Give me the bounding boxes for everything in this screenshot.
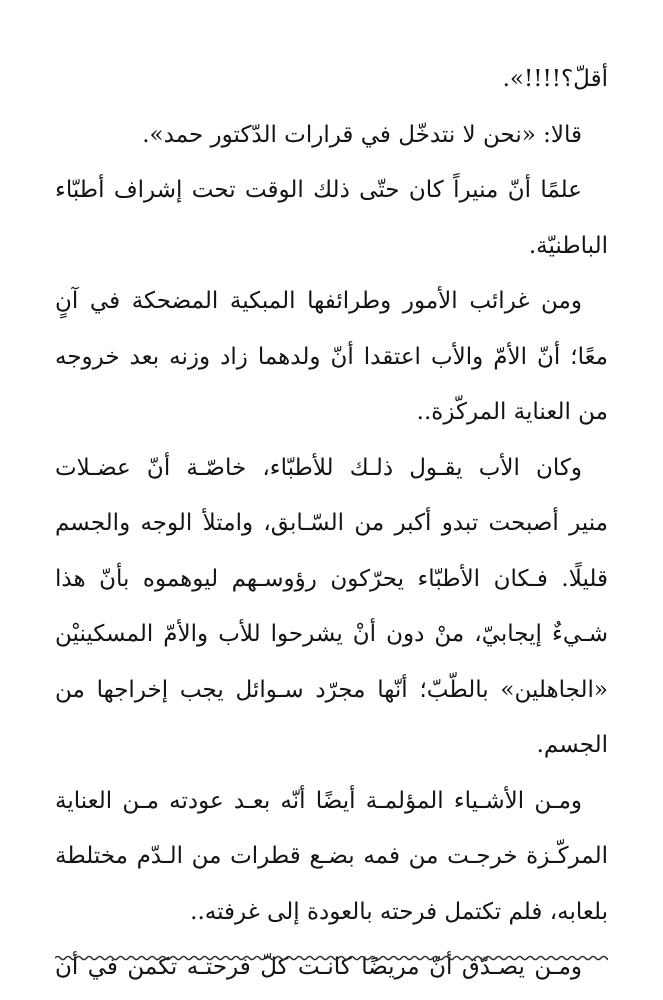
text-line: من العناية المركّزة.. — [416, 399, 608, 425]
text-line: علمًا أنّ منيراً كان حتّى ذلك الوقت تحت إشراف أطبّاء — [55, 177, 582, 203]
text-line: ومـن يصـدّق أنّ مريضًا كانـت كلّ فرحتـه تكمن في أن — [55, 954, 582, 980]
text-line: ومن غرائب الأمور وطرائفها المبكية المضحكة في آنٍ — [55, 288, 582, 314]
book-page-text — [55, 52, 608, 996]
text-line: ومـن الأشـياء المؤلمـة أيضًا أنّه بعـد عودته مـن العناية — [55, 787, 582, 814]
text-line: «الجاهلين» بالطّبّ؛ أنّها مجرّد سـوائل يجب إخراجها من — [55, 676, 608, 703]
text-line: الباطنيّة. — [528, 232, 608, 259]
text-line: قالا: «نحن لا نتدخّل في قرارات الدّكتور حمد». — [142, 121, 582, 148]
wavy-divider — [55, 950, 608, 966]
text-line: بلعابه، فلم تكتمل فرحته بالعودة إلى غرفته.. — [190, 898, 608, 925]
text-line: منير أصبحت تبدو أكبر من السّـابق، وامتلأ الوجه والجسم — [55, 510, 608, 536]
text-line: وكان الأب يقـول ذلـك للأطبّاء، خاصّـة أنّ عضـلات — [55, 454, 582, 481]
text-line: الجسم. — [536, 732, 608, 758]
text-line: قليلًا. فـكان الأطبّاء يحرّكون رؤوسـهم ليوهموه بأنّ هذا — [55, 565, 608, 592]
text-line: معًا؛ أنّ الأمّ والأب اعتقدا أنّ ولدهما زاد وزنه بعد خروجه — [55, 343, 608, 370]
text-line: شـيءٌ إيجابيّ، منْ دون أنْ يشرحوا للأب والأمّ المسكينيْن — [55, 621, 608, 647]
text-line: المركّـزة خرجـت من فمه بضـع قطرات من الـدّم مختلطة — [55, 843, 608, 869]
text-line: أقلّ؟!!!!». — [502, 66, 608, 92]
